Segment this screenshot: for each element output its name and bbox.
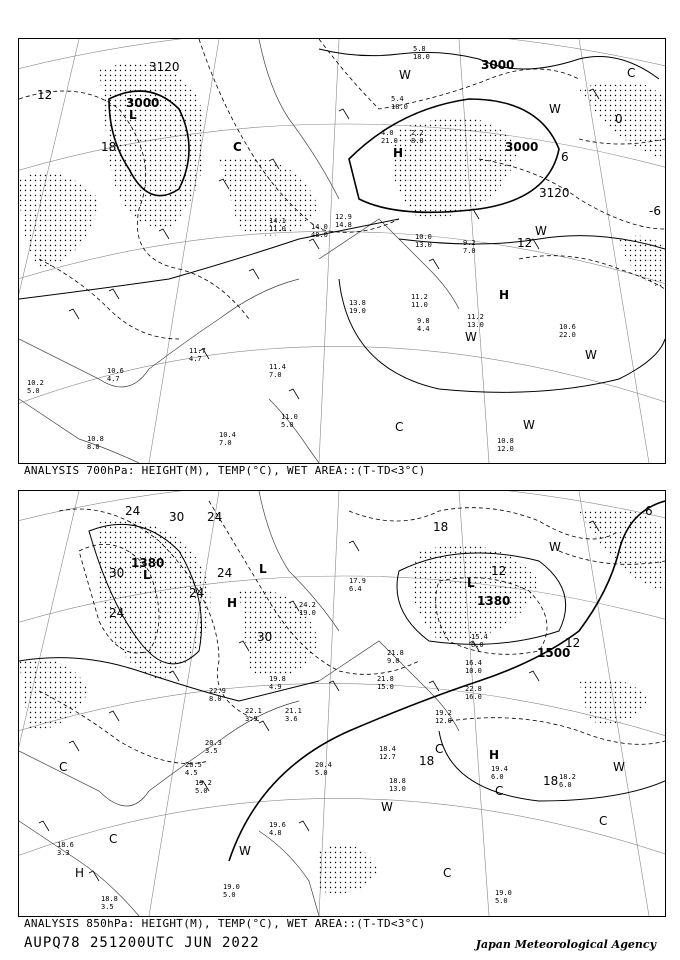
isotherm-label: 12 [565, 636, 581, 650]
svg-text:6.4: 6.4 [349, 585, 362, 593]
svg-text:10.4: 10.4 [219, 431, 236, 439]
svg-text:4.7: 4.7 [107, 375, 120, 383]
svg-text:9.0: 9.0 [387, 657, 400, 665]
svg-text:11.2: 11.2 [467, 313, 484, 321]
svg-text:19.4: 19.4 [491, 765, 508, 773]
svg-text:18.2: 18.2 [559, 773, 576, 781]
system-letter: C [599, 814, 608, 828]
svg-text:5.8: 5.8 [413, 45, 426, 53]
svg-text:9.2: 9.2 [463, 239, 476, 247]
isotherm-label: 0 [615, 112, 623, 126]
system-letter: H [393, 146, 404, 160]
isotherm-label: 24 [109, 606, 125, 620]
height-label: 3000 [481, 58, 515, 72]
svg-text:14.0: 14.0 [311, 223, 328, 231]
isotherm-label: 6 [645, 504, 653, 518]
svg-text:5.0: 5.0 [315, 769, 328, 777]
svg-text:20.4: 20.4 [315, 761, 332, 769]
system-letter: L [129, 108, 137, 122]
svg-text:14.8: 14.8 [335, 221, 352, 229]
svg-text:12.0: 12.0 [435, 717, 452, 725]
map-850hpa [18, 490, 666, 917]
svg-text:8.0: 8.0 [209, 695, 222, 703]
height-label: 3000 [126, 96, 160, 110]
svg-text:22.9: 22.9 [209, 687, 226, 695]
svg-text:11.0: 11.0 [411, 301, 428, 309]
svg-text:19.2: 19.2 [435, 709, 452, 717]
isotherm-label: 30 [169, 510, 185, 524]
system-letter: L [143, 568, 151, 582]
isotherm-label: 12 [491, 564, 507, 578]
system-letter: C [233, 140, 242, 154]
svg-text:13.8: 13.8 [349, 299, 366, 307]
svg-text:20.5: 20.5 [185, 761, 202, 769]
system-letter: W [585, 348, 597, 362]
system-letter: W [549, 540, 561, 554]
svg-text:12.9: 12.9 [335, 213, 352, 221]
svg-text:3.5: 3.5 [205, 747, 218, 755]
svg-text:19.0: 19.0 [495, 889, 512, 897]
system-letter: L [259, 562, 267, 576]
isotherm-label: 6 [561, 150, 569, 164]
svg-text:12.7: 12.7 [379, 753, 396, 761]
system-letter: C [109, 832, 118, 846]
svg-text:21.1: 21.1 [285, 707, 302, 715]
svg-text:22.1: 22.1 [245, 707, 262, 715]
isotherm-label: 24 [125, 504, 141, 518]
svg-text:22.8: 22.8 [465, 685, 482, 693]
svg-text:7.0: 7.0 [269, 371, 282, 379]
svg-text:13.0: 13.0 [389, 785, 406, 793]
svg-text:3.3: 3.3 [57, 849, 70, 857]
system-letter: C [443, 866, 452, 880]
svg-text:3.5: 3.5 [101, 903, 114, 911]
system-letter: W [549, 102, 561, 116]
svg-text:5.0: 5.0 [223, 891, 236, 899]
svg-text:10.6: 10.6 [107, 367, 124, 375]
isotherm-label: 18 [433, 520, 449, 534]
svg-text:18.0: 18.0 [391, 103, 408, 111]
svg-text:19.0: 19.0 [349, 307, 366, 315]
system-letter: W [239, 844, 251, 858]
isotherm-label: 18 [543, 774, 559, 788]
svg-text:16.4: 16.4 [465, 659, 482, 667]
svg-text:17.9: 17.9 [349, 577, 366, 585]
system-letter: H [489, 748, 500, 762]
svg-text:22.0: 22.0 [559, 331, 576, 339]
height-label: 3120 [149, 60, 180, 74]
svg-text:24.2: 24.2 [299, 601, 316, 609]
svg-text:5.0: 5.0 [27, 387, 40, 395]
svg-text:5.0: 5.0 [195, 787, 208, 795]
svg-text:19.0: 19.0 [223, 883, 240, 891]
svg-text:6.0: 6.0 [491, 773, 504, 781]
wet-areas [19, 63, 665, 289]
map-700hpa [18, 38, 666, 464]
system-letter: H [227, 596, 238, 610]
svg-text:18.6: 18.6 [57, 841, 74, 849]
height-label: 1380 [477, 594, 511, 608]
system-letter: C [59, 760, 68, 774]
svg-text:15.4: 15.4 [471, 633, 488, 641]
caption-850hpa: ANALYSIS 850hPa: HEIGHT(M), TEMP(°C), WET AREA::(T-TD<3°C) [24, 917, 426, 930]
map-850hpa-canvas [19, 491, 665, 916]
isotherm-label: 24 [189, 586, 205, 600]
svg-text:11.4: 11.4 [269, 363, 286, 371]
height-label: 3120 [539, 186, 570, 200]
system-letter: W [535, 224, 547, 238]
svg-text:21.0: 21.0 [381, 137, 398, 145]
svg-text:2.2: 2.2 [411, 129, 424, 137]
svg-text:5.4: 5.4 [391, 95, 404, 103]
svg-text:10.2: 10.2 [27, 379, 44, 387]
svg-text:10.8: 10.8 [87, 435, 104, 443]
svg-text:5.0: 5.0 [281, 421, 294, 429]
system-letter: C [627, 66, 636, 80]
svg-text:15.0: 15.0 [377, 683, 394, 691]
svg-text:10.0: 10.0 [415, 233, 432, 241]
svg-text:11.0: 11.0 [281, 413, 298, 421]
isotherm-label: 30 [257, 630, 273, 644]
map-700hpa-canvas [19, 39, 665, 463]
svg-text:16.0: 16.0 [465, 693, 482, 701]
svg-text:4.5: 4.5 [185, 769, 198, 777]
system-letter: C [435, 742, 444, 756]
system-letter: H [75, 866, 85, 880]
isotherm-label: 30 [109, 566, 125, 580]
svg-text:8.0: 8.0 [87, 443, 100, 451]
svg-text:18.0: 18.0 [413, 53, 430, 61]
caption-700hpa: ANALYSIS 700hPa: HEIGHT(M), TEMP(°C), WET AREA::(T-TD<3°C) [24, 464, 426, 477]
svg-text:11.2: 11.2 [411, 293, 428, 301]
svg-text:19.6: 19.6 [269, 821, 286, 829]
svg-text:4.4: 4.4 [417, 325, 430, 333]
height-label: 1500 [537, 646, 571, 660]
height-label: 1380 [131, 556, 165, 570]
svg-text:10.6: 10.6 [559, 323, 576, 331]
isotherm-label: -6 [649, 204, 661, 218]
isotherm-label: 24 [207, 510, 223, 524]
svg-text:13.0: 13.0 [467, 321, 484, 329]
svg-text:9.8: 9.8 [417, 317, 430, 325]
isotherm-label: 18 [419, 754, 435, 768]
svg-text:19.2: 19.2 [195, 779, 212, 787]
isotherm-label: 12 [517, 236, 533, 250]
svg-text:18.4: 18.4 [379, 745, 396, 753]
svg-text:3.6: 3.6 [285, 715, 298, 723]
height-label: 3000 [505, 140, 539, 154]
svg-text:4.8: 4.8 [269, 829, 282, 837]
system-letter: W [613, 760, 625, 774]
system-letter: H [499, 288, 510, 302]
isotherm-label: 12 [37, 88, 53, 102]
system-letter: C [395, 420, 404, 434]
agency-credit: Japan Meteorological Agency [475, 938, 656, 951]
svg-text:12.0: 12.0 [497, 445, 514, 453]
system-letter: W [523, 418, 535, 432]
svg-text:20.3: 20.3 [205, 739, 222, 747]
svg-text:11.0: 11.0 [269, 225, 286, 233]
svg-text:8.0: 8.0 [411, 137, 424, 145]
svg-text:6.0: 6.0 [559, 781, 572, 789]
svg-text:48.0: 48.0 [311, 231, 328, 239]
svg-text:4.7: 4.7 [189, 355, 202, 363]
svg-text:4.9: 4.9 [269, 683, 282, 691]
isotherm-label: 18 [101, 140, 117, 154]
system-letter: L [467, 576, 475, 590]
svg-text:19.8: 19.8 [269, 675, 286, 683]
svg-text:18.8: 18.8 [101, 895, 118, 903]
system-letter: W [399, 68, 411, 82]
svg-text:14.1: 14.1 [269, 217, 286, 225]
svg-text:21.8: 21.8 [387, 649, 404, 657]
svg-text:10.0: 10.0 [465, 667, 482, 675]
svg-text:7.0: 7.0 [219, 439, 232, 447]
system-letter: C [495, 784, 504, 798]
svg-text:11.7: 11.7 [189, 347, 206, 355]
isotherm-label: 24 [217, 566, 233, 580]
svg-text:5.0: 5.0 [495, 897, 508, 905]
svg-text:4.0: 4.0 [381, 129, 394, 137]
system-letter: W [381, 800, 393, 814]
svg-text:3.9: 3.9 [245, 715, 258, 723]
svg-text:10.8: 10.8 [497, 437, 514, 445]
svg-text:13.0: 13.0 [415, 241, 432, 249]
svg-text:19.0: 19.0 [299, 609, 316, 617]
svg-text:21.8: 21.8 [377, 675, 394, 683]
bulletin-header: AUPQ78 251200UTC JUN 2022 [24, 935, 260, 951]
system-letter: W [465, 330, 477, 344]
svg-text:18.8: 18.8 [389, 777, 406, 785]
svg-text:7.0: 7.0 [463, 247, 476, 255]
svg-text:6.0: 6.0 [471, 641, 484, 649]
